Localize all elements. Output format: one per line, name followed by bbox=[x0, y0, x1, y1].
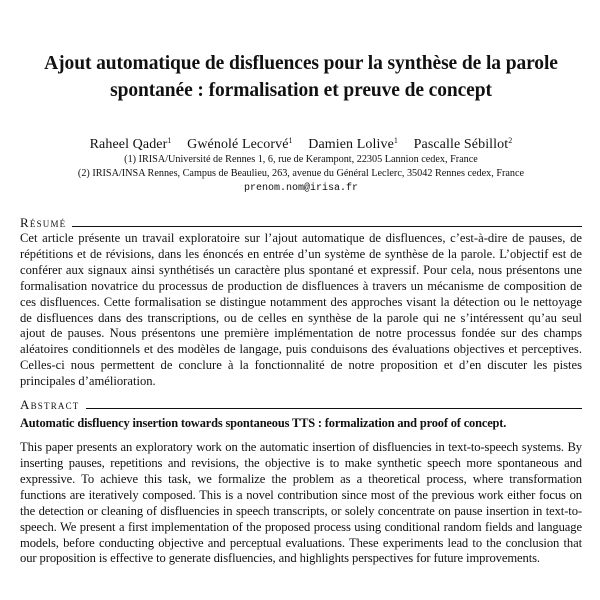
author-name: Gwénolé Lecorvé bbox=[187, 137, 289, 152]
affiliation-2: (2) IRISA/INSA Rennes, Campus de Beaulieu, 263, avenue du Général Leclerc, 35042 Rennes cedex, France bbox=[77, 168, 525, 179]
contact-email: prenom.nom@irisa.fr bbox=[243, 183, 359, 194]
author bbox=[90, 137, 172, 152]
author-affiliation-mark: 1 bbox=[288, 136, 293, 145]
heading-rule bbox=[72, 226, 582, 227]
author-name: Raheel Qader bbox=[89, 137, 168, 152]
author-affiliation-mark: 2 bbox=[508, 136, 513, 145]
author bbox=[308, 137, 398, 152]
author-list bbox=[20, 136, 582, 153]
paper-page bbox=[20, 0, 582, 567]
heading-rule bbox=[86, 408, 583, 409]
english-title: Automatic disfluency insertion towards spontaneous TTS : formalization and proof of concept. bbox=[20, 416, 507, 431]
author-affiliation-mark: 1 bbox=[167, 136, 172, 145]
abstract-heading-row bbox=[20, 396, 582, 411]
abstract-heading: Abstract bbox=[20, 397, 80, 413]
resume-heading: Résumé bbox=[20, 215, 67, 230]
resume-heading-row bbox=[20, 214, 582, 229]
resume-text: Cet article présente un travail exploratoire sur l’ajout automatique de disfluences, c’est-à-dire de pauses, de répétitions et de révisions, dans les énoncés en entrée d’un système de synthèse de la parole. L’objectif est de conférer aux signaux ainsi synthétisés un caractère plus spontané et expressif. Pour cela, nous présentons une formalisation novatrice du processus de production de disfluences à travers un mécanisme de composition de ces disfluences. Cette formalisation se distingue notamment des approches visant la détection ou le nettoyage de disfluences dans des transcriptions, ou de celles en synthèse de la parole qui ne s’intéressent qu’au seul ajout de pauses. Nous présentons une première implémentation de notre processus fondée sur des champs aléatoires conditionnels et des modèles de langage, puis conduisons des évaluations objectives et perceptives. Celles-ci nous permettent de conclure à la fonctionnalité de notre proposition et d’en discuter les pistes principales d’amélioration. bbox=[20, 231, 582, 389]
affiliation-1: (1) IRISA/Université de Rennes 1, 6, rue de Kerampont, 22305 Lannion cedex, France bbox=[124, 154, 478, 165]
author-affiliation-mark: 1 bbox=[393, 136, 399, 145]
paper-title: Ajout automatique de disfluences pour la synthèse de la parole spontanée : formalisation et preuve de concept bbox=[44, 53, 558, 101]
author-name: Pascalle Sébillot bbox=[413, 137, 509, 152]
abstract-text: This paper presents an exploratory work on the automatic insertion of disfluencies in text-to-speech systems. By inserting pauses, repetitions and revisions, the objective is to make synthetic speech more spontaneous and expressive. To achieve this task, we formalize the problem as a theoretical process, where transformation functions are iteratively composed. This is a novel contribution since most of the previous work either focus on the detection or cleaning of disfluencies in speech transcripts, or solely concentrate on pause insertion in text-to-speech. We present a first implementation of the proposed process using conditional random fields and language models, before conducting objective and perceptual evaluations. These experiments lead to the conclusion that our proposition is effective to generate disfluencies, and highlights perspectives for future improvements. bbox=[20, 440, 582, 566]
author-name: Damien Lolive bbox=[308, 137, 394, 152]
author bbox=[414, 137, 513, 152]
author bbox=[187, 137, 293, 152]
